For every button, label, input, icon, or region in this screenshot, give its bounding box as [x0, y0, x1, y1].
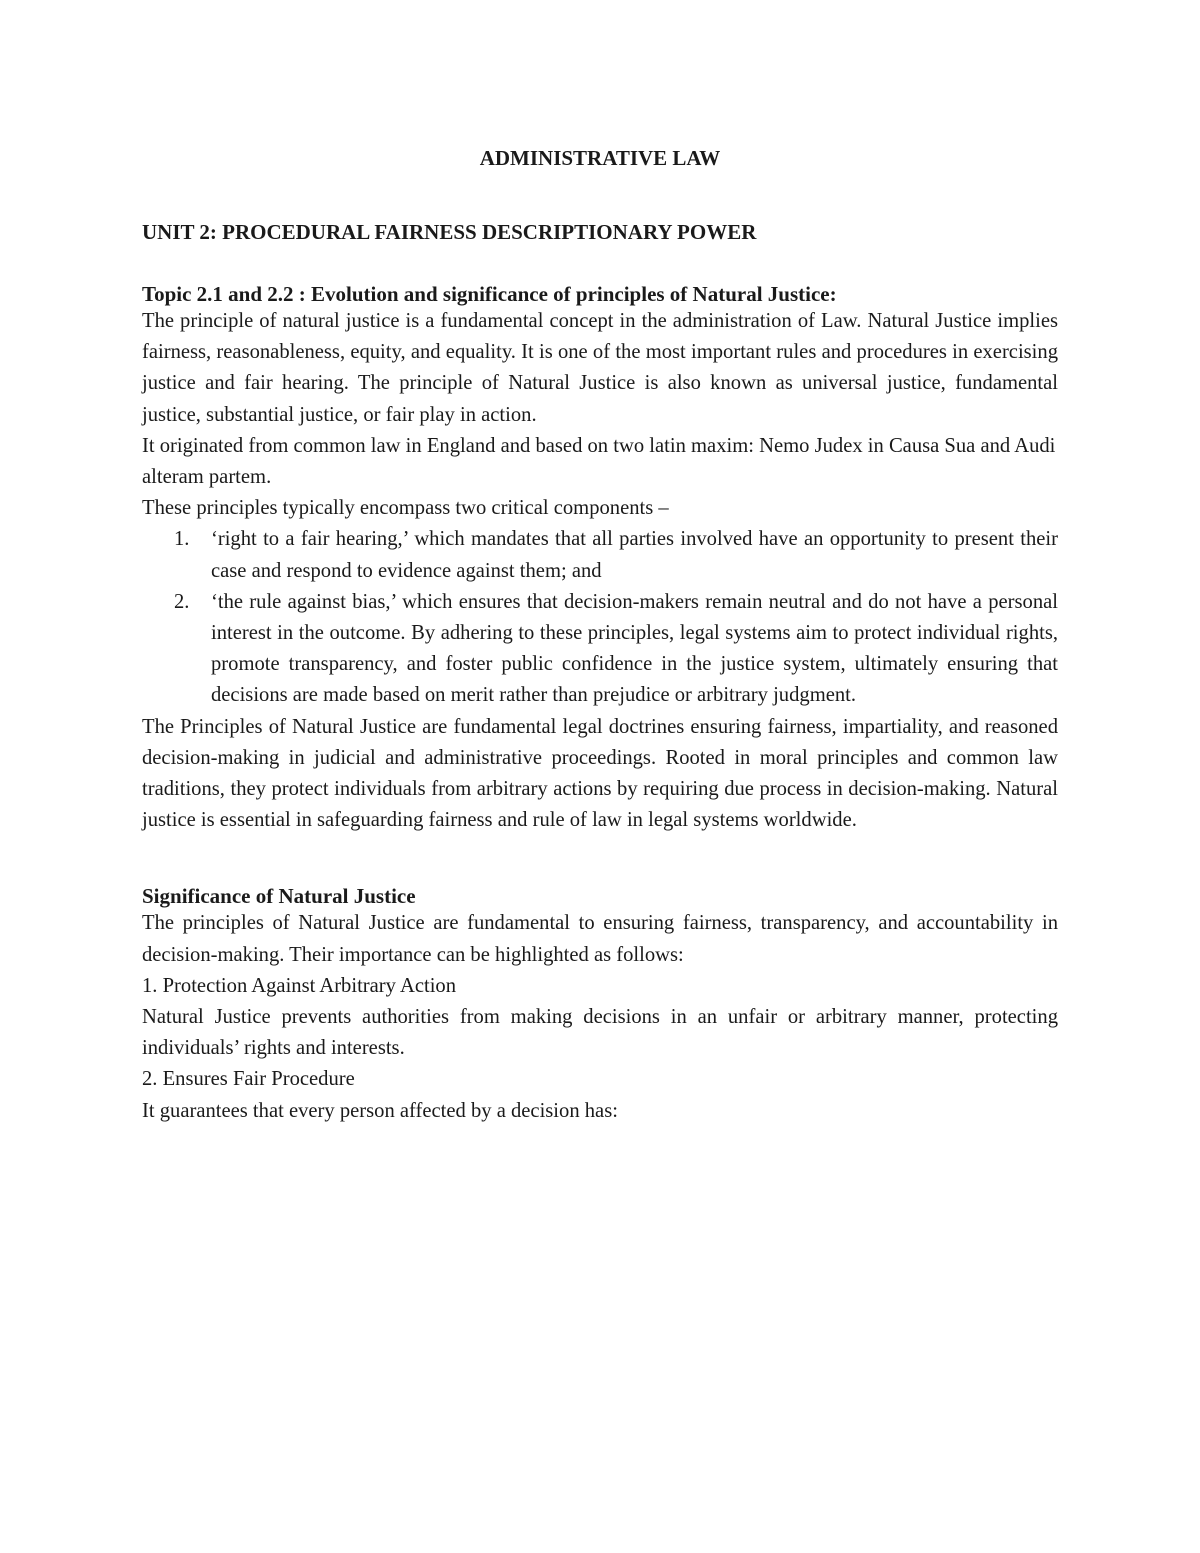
unit-heading: UNIT 2: PROCEDURAL FAIRNESS DESCRIPTIONARY POWER	[142, 220, 757, 244]
list-item-text: ‘the rule against bias,’ which ensures that decision-makers remain neutral and do not have a personal interest in the outcome. By adhering to these principles, legal systems aim to protect individual rights, promote transparency, and foster public confidence in the justice system, ultimately ensuring that decisions are made based on merit rather than prejudice or arbitrary judgment.	[211, 590, 1058, 707]
components-intro: These principles typically encompass two critical components –	[142, 497, 669, 520]
point-text: It guarantees that every person affected by a decision has:	[142, 1099, 618, 1122]
point-title: 2. Ensures Fair Procedure	[142, 1068, 355, 1091]
origin-paragraph: It originated from common law in England and based on two latin maxim: Nemo Judex in Causa Sua and Audi alteram partem.	[142, 434, 1056, 489]
point-text: Natural Justice prevents authorities from making decisions in an unfair or arbitrary manner, protecting individuals’ rights and interests.	[142, 1006, 1058, 1060]
list-item	[142, 524, 1058, 586]
principles-paragraph: The Principles of Natural Justice are fundamental legal doctrines ensuring fairness, impartiality, and reasoned decision-making in judicial and administrative proceedings. Rooted in moral principles and common law traditions, they protect individuals from arbitrary actions by requiring due process in decision-making. Natural justice is essential in safeguarding fairness and rule of law in legal systems worldwide.	[142, 715, 1058, 832]
intro-paragraph: The principle of natural justice is a fundamental concept in the administration of Law. Natural Justice implies fairness, reasonableness, equity, and equality. It is one of the most important rules and procedures in exercising justice and fair hearing. The principle of Natural Justice is also known as universal justice, fundamental justice, substantial justice, or fair play in action.	[142, 310, 1058, 426]
significance-heading: Significance of Natural Justice	[142, 884, 416, 909]
topic-heading: Topic 2.1 and 2.2 : Evolution and significance of principles of Natural Justice:	[142, 282, 837, 306]
significance-intro: The principles of Natural Justice are fundamental to ensuring fairness, transparency, and accountability in decision-making. Their importance can be highlighted as follows:	[142, 912, 1058, 966]
list-item	[142, 587, 1058, 712]
list-item-text: ‘right to a fair hearing,’ which mandates that all parties involved have an opportunity to present their case and respond to evidence against them; and	[211, 528, 1058, 582]
document-title: ADMINISTRATIVE LAW	[479, 146, 721, 170]
list-item-number: 1.	[174, 528, 190, 551]
list-item-number: 2.	[174, 590, 190, 613]
components-list	[142, 524, 1058, 711]
point-title: 1. Protection Against Arbitrary Action	[142, 974, 457, 997]
